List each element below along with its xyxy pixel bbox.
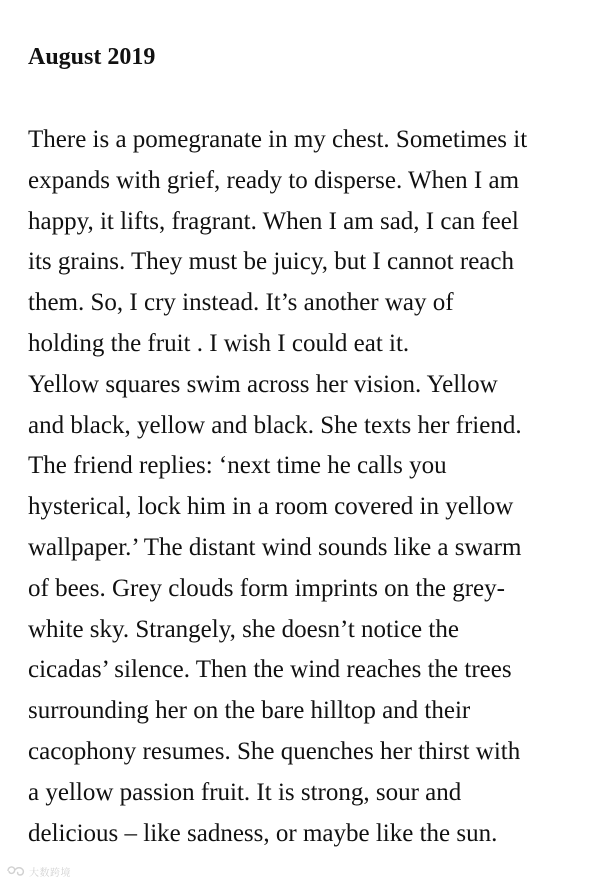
- body-line: happy, it lifts, fragrant. When I am sad, I can feel: [28, 207, 519, 235]
- document-body: [28, 120, 527, 854]
- body-line: cacophony resumes. She quenches her thirst with: [28, 737, 521, 765]
- body-line: holding the fruit . I wish I could eat it.: [28, 329, 410, 357]
- body-line: The friend replies: ‘next time he calls you: [28, 452, 447, 480]
- body-line: and black, yellow and black. She texts her friend.: [28, 411, 522, 439]
- body-line: wallpaper.’ The distant wind sounds like a swarm: [28, 533, 522, 561]
- body-line: of bees. Grey clouds form imprints on the grey-: [28, 574, 505, 602]
- body-line: its grains. They must be juicy, but I cannot reach: [28, 248, 514, 276]
- body-line: them. So, I cry instead. It’s another way of: [28, 289, 454, 317]
- body-line: expands with grief, ready to disperse. When I am: [28, 166, 520, 194]
- body-line: delicious – like sadness, or maybe like the sun.: [28, 819, 498, 847]
- watermark: [6, 862, 71, 880]
- body-line: a yellow passion fruit. It is strong, sour and: [28, 778, 462, 806]
- brand-logo-icon: [6, 864, 26, 878]
- body-line: surrounding her on the bare hilltop and their: [28, 697, 471, 725]
- body-line: white sky. Strangely, she doesn’t notice the: [28, 615, 459, 643]
- body-line: Yellow squares swim across her vision. Yellow: [28, 370, 498, 398]
- document-heading: August 2019: [28, 44, 156, 70]
- body-line: There is a pomegranate in my chest. Sometimes it: [28, 126, 528, 153]
- body-line: hysterical, lock him in a room covered in yellow: [28, 493, 514, 521]
- body-line: cicadas’ silence. Then the wind reaches the trees: [28, 656, 512, 684]
- watermark-text: 大数跨境: [29, 867, 71, 879]
